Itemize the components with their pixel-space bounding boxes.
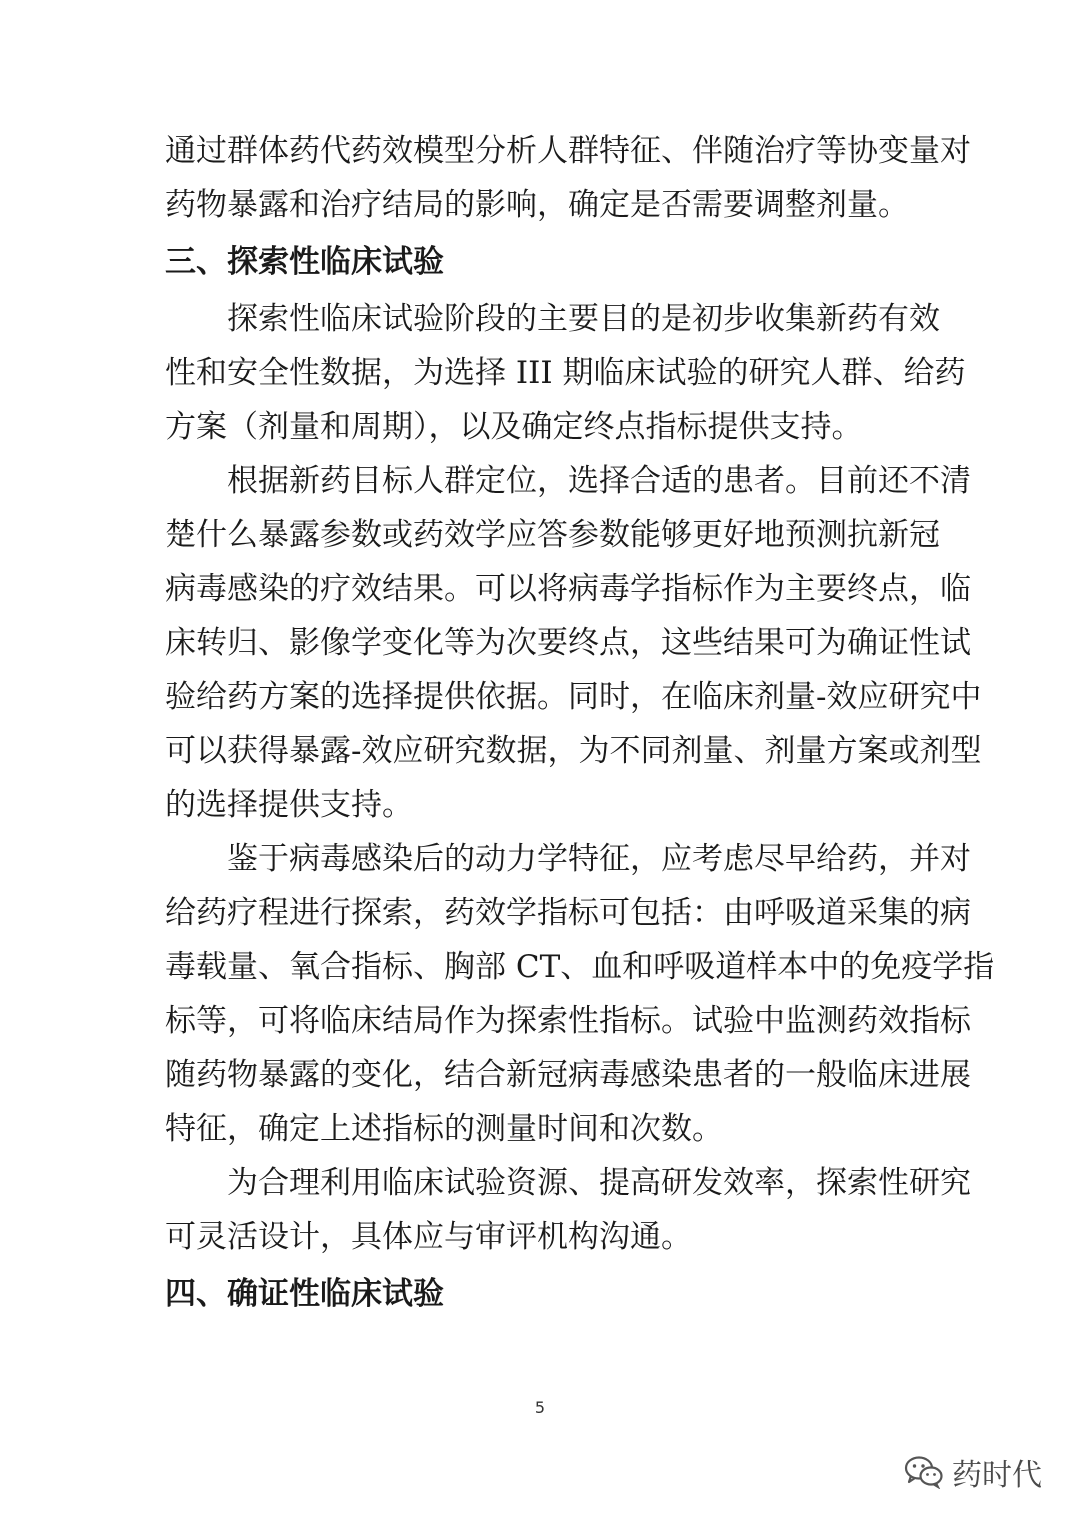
watermark (904, 1450, 1042, 1494)
document-body (165, 124, 995, 1324)
body-line: 鉴于病毒感染后的动力学特征，应考虑尽早给药，并对 (227, 841, 971, 877)
body-line: 根据新药目标人群定位，选择合适的患者。目前还不清 (227, 463, 971, 499)
body-line: 毒载量、氧合指标、胸部 CT、血和呼吸道样本中的免疫学指 (165, 949, 995, 985)
body-line: 床转归、影像学变化等为次要终点，这些结果可为确证性试 (165, 625, 971, 661)
page-number: 5 (534, 1398, 546, 1417)
body-line: 可灵活设计，具体应与审评机构沟通。 (165, 1219, 692, 1255)
body-line: 的选择提供支持。 (165, 787, 413, 823)
body-line: 随药物暴露的变化，结合新冠病毒感染患者的一般临床进展 (165, 1057, 971, 1093)
section-heading: 四、确证性临床试验 (165, 1276, 444, 1312)
wechat-icon (904, 1455, 944, 1489)
body-line: 病毒感染的疗效结果。可以将病毒学指标作为主要终点，临 (165, 571, 971, 607)
body-line: 方案（剂量和周期），以及确定终点指标提供支持。 (165, 409, 863, 445)
section-heading: 三、探索性临床试验 (165, 244, 444, 280)
body-line: 通过群体药代药效模型分析人群特征、伴随治疗等协变量对 (165, 133, 971, 169)
body-line: 药物暴露和治疗结局的影响，确定是否需要调整剂量。 (165, 187, 909, 223)
body-line: 探索性临床试验阶段的主要目的是初步收集新药有效 (227, 301, 940, 337)
body-line: 为合理利用临床试验资源、提高研发效率，探索性研究 (227, 1165, 971, 1201)
body-line: 可以获得暴露-效应研究数据，为不同剂量、剂量方案或剂型 (165, 733, 982, 769)
body-line: 验给药方案的选择提供依据。同时，在临床剂量-效应研究中 (165, 679, 982, 715)
body-line: 性和安全性数据，为选择 III 期临床试验的研究人群、给药 (165, 355, 966, 391)
body-line: 楚什么暴露参数或药效学应答参数能够更好地预测抗新冠 (165, 517, 940, 553)
watermark-text: 药时代 (952, 1458, 1042, 1493)
body-line: 标等，可将临床结局作为探索性指标。试验中监测药效指标 (165, 1003, 971, 1039)
body-line: 给药疗程进行探索，药效学指标可包括：由呼吸道采集的病 (165, 895, 971, 931)
body-line: 特征，确定上述指标的测量时间和次数。 (165, 1111, 723, 1147)
